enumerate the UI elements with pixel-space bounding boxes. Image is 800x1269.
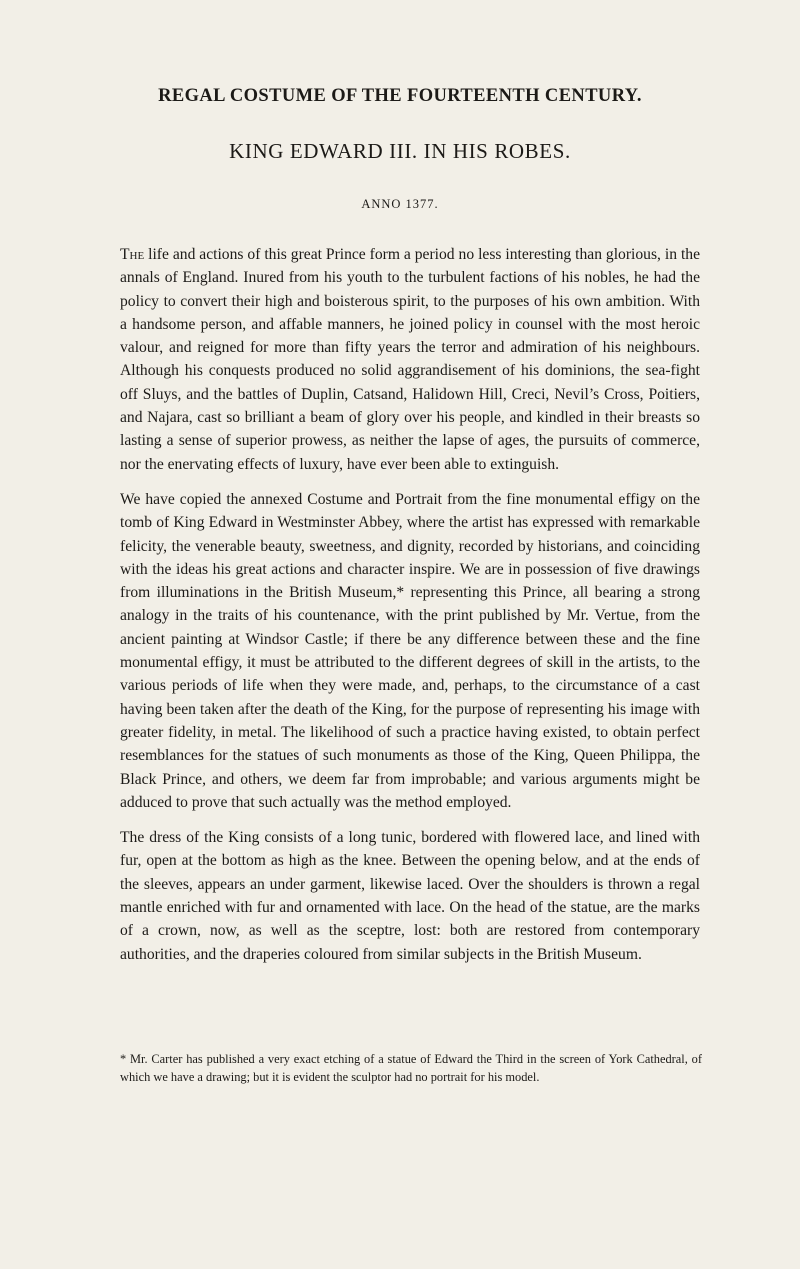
anno-date: ANNO 1377. [361, 197, 439, 211]
paragraph-1-text: life and actions of this great Prince form a period no less interesting than glorious, in the annals of England. Inured from his youth to the turbulent factions of his nobles, he had the policy to convert their high and boisterous spirit, to the purposes of his own ambition. With a handsome person, and affable manners, he joined policy in counsel with the most heroic valour, and reigned for more than fifty years the terror and admiration of his neighbours. Although his conquests produced no solid aggrandisement of his dominions, the sea-fight off Sluys, and the battles of Duplin, Catsand, Halidown Hill, Creci, Nevil’s Cross, Poitiers, and Najara, cast so brilliant a beam of glory over his people, and kindled in their breasts so lasting a sense of superior prowess, as neither the lapse of ages, the pursuits of commerce, nor the enervating effects of luxury, have ever been able to extinguish. [120, 246, 700, 473]
footnote: * Mr. Carter has published a very exact etching of a statue of Edward the Third in the screen of York Cathedral, of which we have a drawing; but it is evident the sculptor had no portrait for his model. [120, 1052, 702, 1084]
paragraph-1 [120, 243, 700, 476]
running-head: REGAL COSTUME OF THE FOURTEENTH CENTURY. [158, 86, 642, 106]
paragraph-2: We have copied the annexed Costume and Portrait from the fine monumental effigy on the tomb of King Edward in Westminster Abbey, where the artist has expressed with remarkable felicity, the venerable beauty, sweetness, and dignity, recorded by historians, and coinciding with the ideas his great actions and character inspire. We are in possession of five drawings from illuminations in the British Museum,* representing this Prince, all bearing a strong analogy in the traits of his countenance, with the print published by Mr. Vertue, from the ancient painting at Windsor Castle; if there be any difference between these and the fine monumental effigy, it must be attributed to the different degrees of skill in the artists, to the various periods of life when they were made, and, perhaps, to the circumstance of a cast having been taken after the death of the King, for the purpose of representing his image with greater fidelity, in metal. The likelihood of such a practice having existed, to obtain perfect resemblances for the statues of such monuments as those of the King, Queen Philippa, the Black Prince, and others, we deem far from improbable; and various arguments might be adduced to prove that such actually was the method employed. [120, 490, 700, 811]
paragraph-1-lead: The [120, 246, 145, 263]
body-text [120, 243, 700, 978]
paragraph-3: The dress of the King consists of a long tunic, bordered with flowered lace, and lined with fur, open at the bottom as high as the knee. Between the opening below, and at the ends of the sleeves, appears an under garment, likewise laced. Over the shoulders is thrown a regal mantle enriched with fur and ornamented with lace. On the head of the statue, are the marks of a crown, now, as well as the sceptre, lost: both are restored from contemporary authorities, and the draperies coloured from similar subjects in the British Museum. [120, 829, 700, 963]
page-title: KING EDWARD III. IN HIS ROBES. [229, 139, 571, 163]
